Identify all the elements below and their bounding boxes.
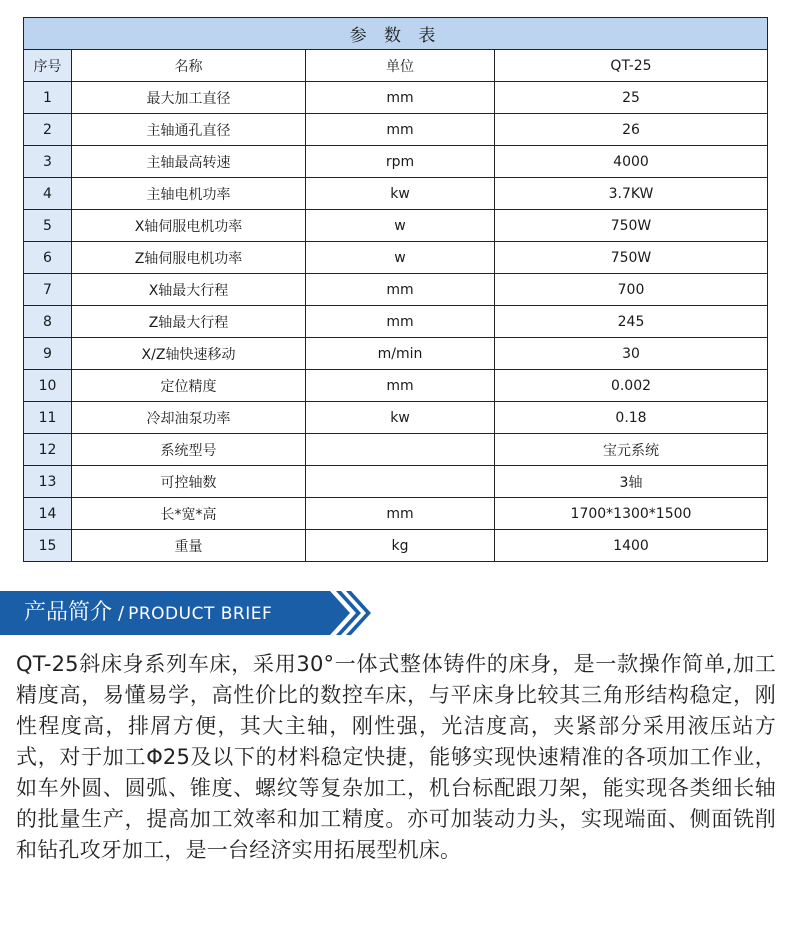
table-row (24, 274, 768, 306)
row-no: 9 (24, 338, 72, 370)
header-value: QT-25 (495, 50, 768, 82)
table-title-row (24, 18, 768, 50)
row-unit: mm (306, 370, 495, 402)
row-name: 主轴最高转速 (72, 146, 306, 178)
table-row (24, 210, 768, 242)
product-brief-banner (0, 591, 380, 635)
row-unit: w (306, 210, 495, 242)
row-value: 0.002 (495, 370, 768, 402)
table-row (24, 434, 768, 466)
row-unit: mm (306, 114, 495, 146)
row-unit: w (306, 242, 495, 274)
banner-title (24, 595, 272, 631)
row-value: 26 (495, 114, 768, 146)
row-name: X轴伺服电机功率 (72, 210, 306, 242)
row-no: 10 (24, 370, 72, 402)
table-row (24, 306, 768, 338)
row-no: 15 (24, 530, 72, 562)
header-no: 序号 (24, 50, 72, 82)
row-name: 冷却油泵功率 (72, 402, 306, 434)
row-unit: rpm (306, 146, 495, 178)
row-unit: kw (306, 178, 495, 210)
table-header-row (24, 50, 768, 82)
row-value: 25 (495, 82, 768, 114)
product-intro-text: QT-25斜床身系列车床，采用30°一体式整体铸件的床身，是一款操作简单,加工精度高，易懂易学，高性价比的数控车床，与平床身比较其三角形结构稳定，刚性程度高，排屑方便，其大主轴，刚性强，光洁度高，夹紧部分采用液压站方式，对于加工Φ25及以下的材料稳定快捷，能够实现快速精准的各项加工作业，如车外圆、圆弧、锥度、螺纹等复杂加工，机台标配跟刀架，能实现各类细长轴的批量生产，提高加工效率和加工精度。亦可加装动力头，实现端面、侧面铣削和钻孔攻牙加工，是一台经济实用拓展型机床。 (16, 652, 776, 862)
row-name: 最大加工直径 (72, 82, 306, 114)
row-value: 30 (495, 338, 768, 370)
table-row (24, 338, 768, 370)
row-name: Z轴最大行程 (72, 306, 306, 338)
section-title: 产品简介 (24, 600, 113, 625)
row-value: 4000 (495, 146, 768, 178)
row-value: 245 (495, 306, 768, 338)
row-unit: kg (306, 530, 495, 562)
row-name: X轴最大行程 (72, 274, 306, 306)
row-value: 1400 (495, 530, 768, 562)
table-row (24, 178, 768, 210)
table-row (24, 242, 768, 274)
row-name: 长*宽*高 (72, 498, 306, 530)
row-name: Z轴伺服电机功率 (72, 242, 306, 274)
row-name: X/Z轴快速移动 (72, 338, 306, 370)
row-no: 7 (24, 274, 72, 306)
section-slash: / (118, 603, 125, 624)
row-no: 12 (24, 434, 72, 466)
table-row (24, 402, 768, 434)
row-no: 2 (24, 114, 72, 146)
row-no: 5 (24, 210, 72, 242)
row-no: 8 (24, 306, 72, 338)
row-value: 1700*1300*1500 (495, 498, 768, 530)
row-value: 700 (495, 274, 768, 306)
section-subtitle: PRODUCT BRIEF (128, 604, 273, 624)
row-value: 0.18 (495, 402, 768, 434)
row-unit (306, 434, 495, 466)
row-name: 可控轴数 (72, 466, 306, 498)
table-row (24, 498, 768, 530)
row-unit: mm (306, 498, 495, 530)
row-unit: mm (306, 274, 495, 306)
row-no: 6 (24, 242, 72, 274)
header-unit: 单位 (306, 50, 495, 82)
row-unit: mm (306, 306, 495, 338)
table-title: 参 数 表 (24, 18, 768, 50)
row-no: 3 (24, 146, 72, 178)
table-row (24, 82, 768, 114)
row-unit (306, 466, 495, 498)
row-no: 1 (24, 82, 72, 114)
row-value: 3轴 (495, 466, 768, 498)
table-row (24, 530, 768, 562)
header-name: 名称 (72, 50, 306, 82)
row-value: 750W (495, 242, 768, 274)
table-row (24, 466, 768, 498)
row-name: 主轴通孔直径 (72, 114, 306, 146)
row-no: 11 (24, 402, 72, 434)
row-name: 系统型号 (72, 434, 306, 466)
table-row (24, 146, 768, 178)
banner-stripes-icon (318, 591, 378, 635)
row-value: 宝元系统 (495, 434, 768, 466)
spec-table (23, 17, 768, 562)
row-name: 主轴电机功率 (72, 178, 306, 210)
row-unit: mm (306, 82, 495, 114)
row-name: 重量 (72, 530, 306, 562)
row-unit: m/min (306, 338, 495, 370)
row-value: 750W (495, 210, 768, 242)
row-unit: kw (306, 402, 495, 434)
row-no: 13 (24, 466, 72, 498)
row-value: 3.7KW (495, 178, 768, 210)
row-no: 4 (24, 178, 72, 210)
table-row (24, 370, 768, 402)
row-no: 14 (24, 498, 72, 530)
table-row (24, 114, 768, 146)
row-name: 定位精度 (72, 370, 306, 402)
